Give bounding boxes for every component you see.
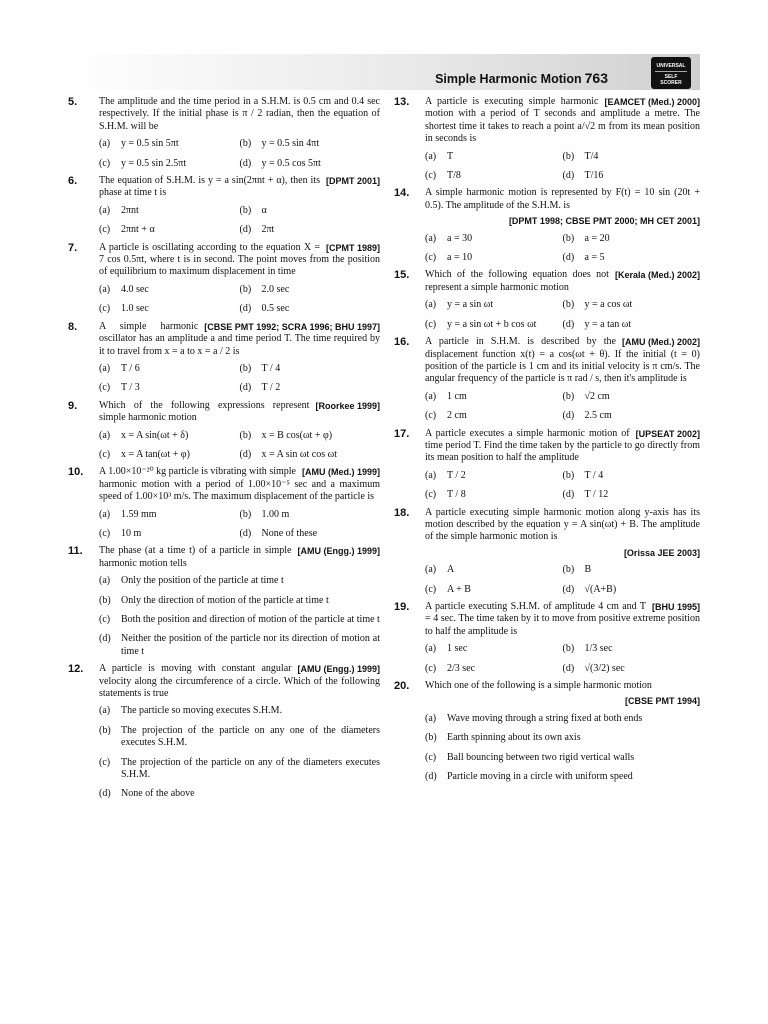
option-item [563, 663, 701, 675]
option-item [99, 303, 240, 315]
question-item [68, 400, 380, 462]
option-text: 1.00 m [261, 508, 290, 520]
option-text: √(3/2) sec [584, 662, 625, 674]
option-text: 2πnt + α [121, 224, 155, 236]
option-text: 4.0 sec [121, 283, 149, 295]
option-text: a = 10 [447, 252, 473, 264]
option-text: A [447, 564, 455, 576]
option-letter: (d) [239, 303, 252, 315]
option-text: B [584, 564, 592, 576]
question-text: [Roorkee 1999] Which of the following expressions represent simple harmonic motion [99, 399, 380, 424]
question-number: 19. [394, 601, 410, 613]
option-letter: (b) [239, 429, 252, 441]
option-letter: (d) [562, 170, 575, 182]
option-letter: (c) [99, 527, 111, 539]
options-list [425, 299, 700, 331]
option-text: 10 m [121, 527, 142, 539]
option-item [563, 170, 701, 182]
option-item [99, 449, 240, 461]
option-letter: (c) [425, 410, 437, 422]
option-item [425, 252, 563, 264]
question-text: [UPSEAT 2002] A particle executes a simple harmonic motion of time period T. Find the time taken by the particle to go directly from its mean position to half the amplitude [425, 427, 700, 464]
question-number: 10. [68, 466, 84, 479]
option-item [425, 564, 563, 576]
option-item [425, 319, 563, 331]
option-text: T / 4 [261, 362, 281, 374]
option-text: The projection of the particle on any of the diameters executes S.H.M. [121, 756, 380, 781]
question-item [68, 466, 380, 540]
question-item [68, 545, 380, 658]
option-item [99, 382, 240, 394]
option-item [425, 752, 700, 764]
option-item [99, 224, 240, 236]
option-letter: (d) [425, 771, 437, 783]
option-text: Neither the position of the particle nor its direction of motion at time t [121, 633, 380, 657]
option-item [425, 732, 700, 744]
option-text: Ball bouncing between two rigid vertical walls [447, 751, 635, 763]
question-item [394, 269, 700, 331]
option-letter: (c) [425, 583, 437, 595]
option-text: T / 3 [121, 382, 140, 394]
option-item [240, 430, 381, 442]
option-item [99, 509, 240, 521]
option-letter: (d) [562, 662, 575, 674]
question-number: 12. [68, 663, 84, 676]
option-item [425, 713, 700, 725]
question-number: 6. [68, 175, 78, 188]
option-text: 1.0 sec [121, 303, 149, 315]
option-letter: (d) [562, 410, 575, 422]
option-text: A + B [447, 583, 471, 595]
option-text: 2/3 sec [447, 662, 476, 674]
option-letter: (b) [562, 299, 575, 311]
question-item [394, 336, 700, 422]
option-letter: (b) [562, 564, 575, 576]
options-list [425, 233, 700, 265]
option-item [240, 205, 381, 217]
option-text: 2πnt [121, 204, 139, 216]
options-list [99, 575, 380, 658]
question-number: 14. [394, 187, 410, 200]
option-text: Only the position of the particle at time t [121, 575, 284, 587]
question-number: 18. [394, 506, 410, 519]
question-item [394, 680, 700, 783]
option-item [99, 757, 380, 782]
option-text: T / 4 [584, 469, 604, 481]
option-letter: (a) [99, 283, 111, 295]
option-letter: (d) [562, 318, 575, 330]
options-list [99, 205, 380, 237]
question-text: [AMU (Med.) 2002] A particle in S.H.M. is described by the displacement function x(t) = a cos(ωt + θ). If the initial (t = 0) position of the particle is 1 cm and its initial velocity is π cm/s. The angular frequency of the particle is π rad / s, then it's amplitude is [425, 336, 700, 385]
option-item [425, 771, 700, 783]
option-text: Only the direction of motion of the particle at time t [121, 594, 329, 606]
question-source: [EAMCET (Med.) 2000] [604, 97, 700, 107]
question-source: [CBSE PMT 1992; SCRA 1996; BHU 1997] [204, 321, 380, 332]
question-number: 17. [394, 427, 410, 440]
options-list [99, 363, 380, 395]
question-item [394, 96, 700, 182]
option-text: y = a cos ωt [584, 299, 633, 311]
option-text: T/4 [584, 150, 599, 162]
question-source: [AMU (Med.) 2002] [621, 337, 700, 348]
option-letter: (b) [562, 469, 575, 481]
question-source: [CBSE PMT 1994] [624, 696, 700, 707]
option-item [99, 363, 240, 375]
options-list [99, 138, 380, 170]
question-source: [DPMT 2001] [325, 176, 380, 187]
option-letter: (c) [425, 751, 437, 763]
option-text: Wave moving through a string fixed at both ends [447, 712, 643, 724]
option-letter: (a) [425, 299, 437, 311]
option-text: y = a tan ωt [584, 318, 632, 330]
option-item [425, 391, 563, 403]
option-item [425, 233, 563, 245]
option-item [563, 299, 701, 311]
option-text: Particle moving in a circle with uniform speed [447, 771, 633, 783]
question-item [68, 663, 380, 801]
option-text: T / 8 [447, 489, 466, 501]
question-number: 20. [394, 680, 410, 693]
option-text: The projection of the particle on any one of the diameters executes S.H.M. [121, 724, 380, 749]
option-letter: (c) [99, 448, 111, 460]
option-item [563, 319, 701, 331]
question-item [68, 96, 380, 170]
option-item [99, 633, 380, 658]
option-letter: (d) [239, 382, 252, 394]
option-letter: (c) [425, 489, 437, 501]
option-text: T [447, 150, 454, 162]
question-text: Which one of the following is a simple harmonic motion [425, 680, 652, 692]
page-number: 763 [584, 70, 608, 86]
option-letter: (a) [425, 712, 437, 724]
question-text: [DPMT 2001] The equation of S.H.M. is y = a sin(2πnt + α), then its phase at time t is [99, 175, 380, 199]
option-text: y = 0.5 cos 5πt [261, 157, 321, 169]
question-text: A simple harmonic motion is represented by F(t) = 10 sin (20t + 0.5). The amplitude of the S.H.M. is [425, 187, 700, 211]
option-item [425, 170, 563, 182]
question-item [68, 175, 380, 237]
option-letter: (a) [425, 564, 437, 576]
option-text: T/16 [584, 170, 604, 182]
logo-line1: UNIVERSAL [656, 63, 686, 69]
option-item [425, 643, 563, 655]
option-text: T / 2 [261, 382, 281, 394]
question-number: 8. [68, 320, 78, 333]
option-text: None of the above [121, 788, 195, 800]
option-text: T/8 [447, 170, 461, 182]
option-item [240, 284, 381, 296]
question-text: A particle executing simple harmonic motion along y-axis has its motion described by the equation y = A sin(ωt) + B. The amplitude of the simple harmonic motion is [425, 506, 700, 543]
option-letter: (b) [239, 204, 252, 216]
question-number: 16. [394, 336, 410, 349]
question-item [394, 601, 700, 675]
option-letter: (b) [562, 150, 575, 162]
option-text: 1 sec [447, 643, 468, 655]
options-list [99, 509, 380, 541]
option-text: Both the position and direction of motion of the particle at time t [121, 614, 380, 625]
right-column [394, 96, 700, 788]
option-item [240, 449, 381, 461]
option-item [99, 205, 240, 217]
option-item [240, 158, 381, 170]
options-list [99, 705, 380, 800]
option-item [99, 158, 240, 170]
option-item [240, 224, 381, 236]
option-item [240, 138, 381, 150]
option-letter: (c) [425, 662, 437, 674]
option-text: 2.5 cm [584, 410, 612, 422]
options-list [425, 713, 700, 784]
option-letter: (a) [99, 362, 111, 374]
question-text: [AMU (Engg.) 1999] The phase (at a time t) of a particle in simple harmonic motion tells [99, 545, 380, 569]
option-letter: (c) [99, 756, 111, 768]
option-text: T / 6 [121, 362, 140, 374]
option-text: T / 12 [584, 489, 609, 501]
left-column [68, 96, 380, 806]
option-letter: (a) [425, 150, 437, 162]
option-text: √(A+B) [584, 583, 617, 595]
option-item [425, 489, 563, 501]
question-source: [CPMT 1989] [325, 242, 380, 253]
question-number: 13. [394, 96, 410, 108]
logo-line2: SELF SCORER [655, 71, 687, 86]
question-item [394, 187, 700, 264]
option-text: √2 cm [584, 390, 610, 402]
option-item [563, 233, 701, 245]
option-text: y = 0.5 sin 5πt [121, 138, 179, 150]
question-text: [AMU (Engg.) 1999] A particle is moving with constant angular velocity along the circumference of a circle. Which of the following statements is true [99, 663, 380, 700]
option-letter: (a) [99, 138, 111, 150]
option-item [99, 284, 240, 296]
option-letter: (d) [239, 224, 252, 236]
option-letter: (c) [425, 170, 437, 182]
option-text: y = 0.5 sin 2.5πt [121, 157, 187, 169]
question-number: 9. [68, 399, 78, 412]
option-item [563, 410, 701, 422]
question-number: 5. [68, 96, 78, 108]
option-letter: (b) [562, 643, 575, 655]
option-letter: (d) [99, 788, 111, 800]
option-item [240, 509, 381, 521]
option-letter: (b) [239, 138, 252, 150]
option-letter: (c) [99, 614, 111, 625]
option-letter: (d) [562, 583, 575, 595]
option-text: x = B cos(ωt + φ) [261, 429, 333, 441]
options-list [99, 284, 380, 316]
option-letter: (d) [239, 157, 252, 169]
option-letter: (c) [99, 224, 111, 236]
question-number: 11. [68, 545, 83, 558]
option-letter: (b) [425, 732, 437, 744]
question-item [394, 507, 700, 596]
question-text: [CBSE PMT 1992; SCRA 1996; BHU 1997] A simple harmonic oscillator has an amplitude a and time period T. The time required by it to travel from x = a to x = a / 2 is [99, 320, 380, 357]
options-list [425, 564, 700, 596]
question-item [68, 242, 380, 316]
question-text: [Kerala (Med.) 2002] Which of the following equation does not represent a simple harmonic motion [425, 269, 700, 293]
option-item [563, 391, 701, 403]
option-letter: (b) [562, 390, 575, 402]
question-source: [DPMT 1998; CBSE PMT 2000; MH CET 2001] [508, 216, 700, 227]
option-letter: (b) [239, 362, 252, 374]
option-item [240, 528, 381, 540]
option-item [99, 705, 380, 717]
question-source: [AMU (Med.) 1999] [301, 467, 380, 478]
question-item [68, 321, 380, 395]
option-text: 0.5 sec [261, 303, 290, 315]
option-text: The particle so moving executes S.H.M. [121, 705, 283, 717]
option-text: 1.59 mm [121, 508, 157, 520]
option-text: x = A tan(ωt + φ) [121, 448, 190, 460]
option-item [99, 138, 240, 150]
option-letter: (c) [99, 303, 111, 315]
option-text: a = 20 [584, 232, 610, 244]
option-item [240, 382, 381, 394]
question-number: 7. [68, 241, 78, 254]
options-list [425, 391, 700, 423]
option-text: 1 cm [447, 390, 467, 402]
option-letter: (a) [99, 204, 111, 216]
option-item [563, 252, 701, 264]
option-text: a = 30 [447, 232, 473, 244]
option-item [563, 151, 701, 163]
publisher-logo [651, 57, 691, 89]
option-item [425, 410, 563, 422]
option-letter: (a) [99, 575, 111, 587]
option-item [99, 614, 380, 626]
option-item [99, 788, 380, 800]
option-text: a = 5 [584, 252, 605, 264]
option-text: None of these [261, 527, 318, 539]
option-letter: (b) [239, 508, 252, 520]
option-text: T / 2 [447, 469, 466, 481]
option-text: y = 0.5 sin 4πt [261, 138, 320, 150]
option-text: 2.0 sec [261, 283, 290, 295]
question-source: [Kerala (Med.) 2002] [614, 270, 700, 281]
option-letter: (d) [99, 633, 111, 645]
option-letter: (b) [562, 232, 575, 244]
question-text: The amplitude and the time period in a S.H.M. is 0.5 cm and 0.4 sec respectively. If the initial phase is π / 2 radian, then the equation of S.H.M. will be [99, 96, 380, 132]
option-letter: (b) [239, 283, 252, 295]
option-item [240, 363, 381, 375]
question-source: [AMU (Engg.) 1999] [297, 664, 380, 675]
option-letter: (a) [99, 705, 111, 717]
options-list [425, 470, 700, 502]
option-letter: (d) [562, 489, 575, 501]
option-letter: (c) [425, 252, 437, 264]
page-header [60, 54, 700, 90]
option-item [99, 575, 380, 587]
option-item [99, 725, 380, 750]
option-item [425, 663, 563, 675]
option-letter: (c) [99, 157, 111, 169]
option-letter: (a) [99, 429, 111, 441]
option-letter: (d) [239, 527, 252, 539]
question-source: [BHU 1995] [651, 602, 700, 612]
option-text: y = a sin ωt + b cos ωt [447, 318, 537, 330]
option-letter: (a) [425, 469, 437, 481]
option-letter: (d) [239, 448, 252, 460]
question-item [394, 428, 700, 502]
option-item [99, 595, 380, 607]
option-letter: (b) [99, 594, 111, 606]
question-source: [AMU (Engg.) 1999] [297, 546, 380, 557]
option-text: α [261, 204, 267, 216]
option-item [240, 303, 381, 315]
chapter-title-text: Simple Harmonic Motion [435, 72, 582, 86]
options-list [425, 643, 700, 675]
option-letter: (a) [425, 643, 437, 655]
question-text: [AMU (Med.) 1999] A 1.00×10⁻²⁰ kg particle is vibrating with simple harmonic motion with a period of 1.00×10⁻⁵ sec and a maximum speed of 1.00×10³ m/s. The maximum displacement of the particle is [99, 466, 380, 503]
option-item [425, 470, 563, 482]
question-text: [CPMT 1989] A particle is oscillating according to the equation X = 7 cos 0.5πt, where t is in second. The point moves from the position of equilibrium to maximum displacement in time [99, 241, 380, 278]
option-letter: (c) [99, 382, 111, 394]
option-text: y = a sin ωt [447, 299, 494, 311]
question-source: [UPSEAT 2002] [635, 428, 700, 439]
question-number: 15. [394, 269, 410, 282]
option-text: x = A sin ωt cos ωt [261, 448, 337, 460]
option-letter: (a) [99, 508, 111, 520]
option-item [425, 299, 563, 311]
option-text: 2πt [261, 224, 275, 236]
option-item [563, 564, 701, 576]
option-item [425, 584, 563, 596]
question-source: [Orissa JEE 2003] [623, 547, 700, 558]
option-item [563, 470, 701, 482]
option-text: x = A sin(ωt + δ) [121, 429, 189, 441]
option-text: 2 cm [447, 410, 467, 422]
option-item [99, 528, 240, 540]
option-letter: (c) [425, 318, 437, 330]
question-text: [BHU 1995] A particle executing S.H.M. of amplitude 4 cm and T = 4 sec. The time taken by it to move from positive extreme position to half the amplitude is [425, 601, 700, 637]
option-letter: (a) [425, 232, 437, 244]
options-list [99, 430, 380, 462]
options-list [425, 151, 700, 183]
option-letter: (b) [99, 724, 111, 736]
option-item [563, 489, 701, 501]
option-letter: (a) [425, 390, 437, 402]
question-source: [Roorkee 1999] [315, 400, 380, 411]
option-item [563, 584, 701, 596]
option-text: Earth spinning about its own axis [447, 732, 581, 744]
option-item [99, 430, 240, 442]
option-item [563, 643, 701, 655]
option-item [425, 151, 563, 163]
option-text: 1/3 sec [584, 643, 613, 655]
option-letter: (d) [562, 252, 575, 264]
question-text: [EAMCET (Med.) 2000] A particle is executing simple harmonic motion with a period of T seconds and amplitude a metre. The shortest time it takes to reach a point a/√2 m from its mean position in seconds is [425, 96, 700, 145]
chapter-title [435, 70, 608, 86]
